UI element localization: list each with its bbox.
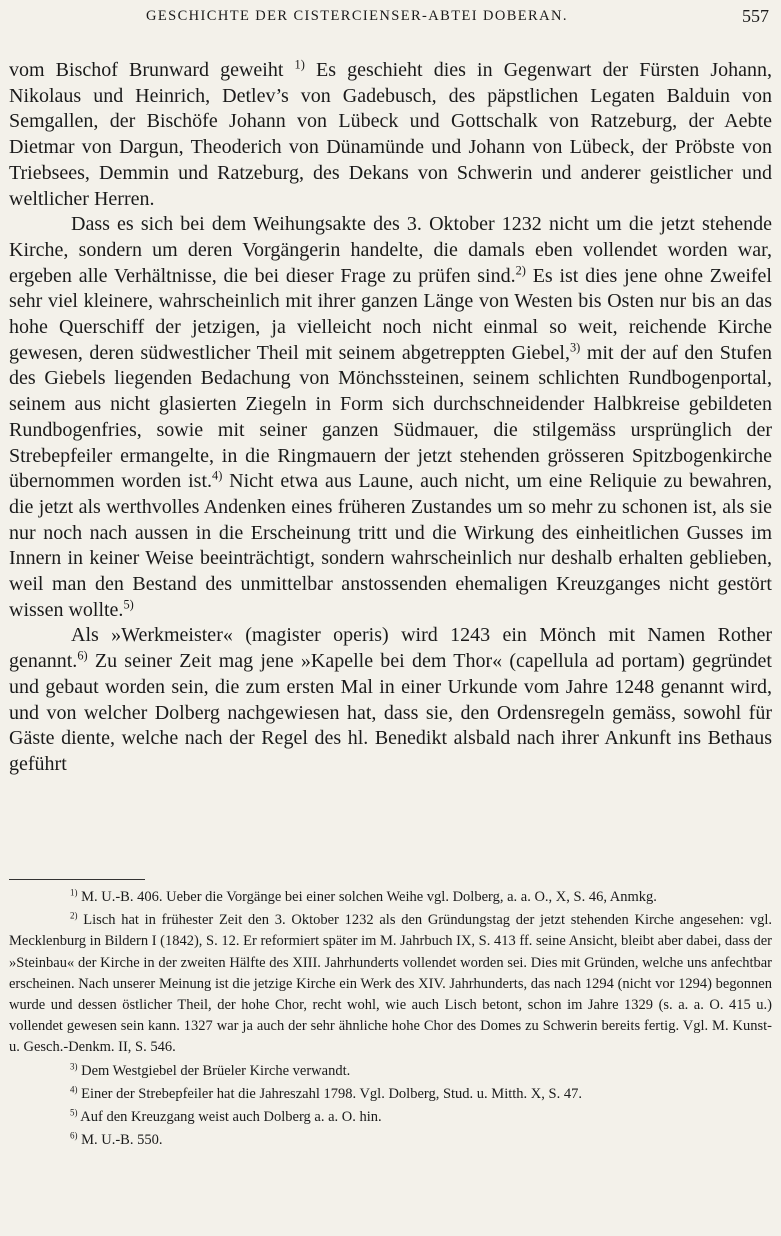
text-run: vom Bischof Brunward geweiht: [9, 59, 295, 81]
footnote: [9, 1130, 772, 1151]
main-text: [9, 58, 772, 778]
footnote-mark: 3): [70, 1061, 78, 1072]
footnote-mark: 2): [70, 910, 78, 921]
footnote-text: M. U.-B. 550.: [77, 1132, 163, 1149]
footnote: [9, 1107, 772, 1128]
text-run: Es geschieht dies in Gegenwart der Fürsten Johann, Nikolaus und Heinrich, Detlev’s von Gadebusch, des päpstlichen Legaten Balduin von Semgallen, der Bischöfe Johann von Lübeck und Gottschalk von Ratzeburg, der Aebte Dietmar von Dargun, Theoderich von Dünamünde und Johann von Lübeck, der Pröbste von Triebsees, Demmin und Ratzeburg, des Dekans von Schwerin und anderer geistlicher und weltlicher Herren.: [9, 59, 772, 210]
footnote-text: Lisch hat in frühester Zeit den 3. Oktober 1232 als den Gründungstag der jetzt stehenden Kirche angesehen: vgl. Mecklenburg in Bildern I (1842), S. 12. Er reformiert später im M. Jahrbuch IX, S. 413 ff. seine Ansicht, bleibt aber dabei, dass der »Steinbau« der Kirche in der zweiten Hälfte des XIII. Jahrhunderts vollendet worden sei. Dies mit Gründen, welche uns anfechtbar erscheinen. Nach unserer Meinung ist die jetzige Kirche ein Werk des XIV. Jahrhunderts, das nach 1294 (nicht vor 1294) begonnen wurde und dessen östlicher Theil, der hohe Chor, recht wohl, wie auch Lisch betont, schon im Jahre 1329 (s. a. a. O. 415 u.) vollendet gewesen sein kann. 1327 war ja auch der sehr ähnliche hohe Chor des Domes zu Schwerin bereits fertig. Vgl. M. Kunst- u. Gesch.-Denkm. II, S. 546.: [9, 912, 772, 1056]
text-run: Zu seiner Zeit mag jene »Kapelle bei dem Thor« (capellula ad portam) gegründet und gebaut worden sein, die zum ersten Mal in einer Urkunde vom Jahre 1248 genannt wird, und von welcher Dolberg nachgewiesen hat, dass sie, den Ordensregeln gemäss, sowohl für Gäste diente, welche nach der Regel des hl. Benedikt alsbald nach ihrer Ankunft ins Bethaus geführt: [9, 650, 772, 775]
footnote-ref: 4): [212, 468, 223, 483]
footnotes: [9, 887, 772, 1153]
footnote-ref: 6): [77, 648, 88, 663]
footnote-text: Einer der Strebepfeiler hat die Jahreszahl 1798. Vgl. Dolberg, Stud. u. Mitth. X, S. 47.: [77, 1085, 582, 1102]
footnote-ref: 2): [515, 263, 526, 278]
footnote-mark: 4): [70, 1084, 78, 1095]
footnote-mark: 1): [70, 887, 78, 898]
footnote-ref: 5): [123, 597, 134, 612]
paragraph-3: [9, 623, 772, 777]
paragraph-2: [9, 212, 772, 623]
footnote-ref: 1): [294, 57, 305, 72]
footnote-text: Auf den Kreuzgang weist auch Dolberg a. a. O. hin.: [77, 1109, 382, 1126]
text-run: Es ist dies jene ohne Zweifel sehr viel kleinere, wahrscheinlich mit ihrer ganzen Länge von Westen bis Osten nur bis an das hohe Querschiff der jetzigen, ja vielleicht noch nicht einmal so weit, reichende Kirche gewesen, deren südwestlicher Theil mit seinem abgetreppten Giebel,: [9, 264, 772, 364]
footnote: [9, 1061, 772, 1082]
text-run: mit der auf den Stufen des Giebels liegenden Bedachung von Mönchssteinen, seinem schlichten Rundbogenportal, seinem aus nicht glasierten Ziegeln in Form sich durchschneidender Halbkreise gebildeten Rundbogenfries, sowie mit seiner ganzen Südmauer, die stilgemäss ursprünglich der Strebepfeiler ermangelte, in die Ringmauern der jetzt stehenden grösseren Spitzbogenkirche übernommen worden ist.: [9, 341, 772, 493]
text-run: Als »Werkmeister« (magister operis) wird 1243 ein Mönch mit Namen Rother genannt.: [9, 624, 772, 673]
footnote-divider: [9, 879, 145, 880]
footnote-mark: 5): [70, 1107, 78, 1118]
footnote: [9, 1084, 772, 1105]
footnote-text: M. U.-B. 406. Ueber die Vorgänge bei einer solchen Weihe vgl. Dolberg, a. a. O., X, S. 46, Anmkg.: [77, 889, 657, 905]
text-run: Dass es sich bei dem Weihungsakte des 3. Oktober 1232 nicht um die jetzt stehende Kirche, sondern um deren Vorgängerin handelte, die damals eben vollendet worden war, ergeben alle Verhältnisse, die bei dieser Frage zu prüfen sind.: [9, 213, 772, 287]
footnote-ref: 3): [569, 340, 581, 355]
footnote: [9, 887, 772, 908]
footnote-mark: 6): [70, 1130, 78, 1141]
footnote-text: Dem Westgiebel der Brüeler Kirche verwandt.: [77, 1062, 351, 1079]
text-run: Nicht etwa aus Laune, auch nicht, um eine Reliquie zu bewahren, die jetzt als werthvolles Andenken eines früheren Zustandes um so mehr zu schonen ist, als sie nur noch nach aussen in die Erscheinung tritt und die Wirkung des einheitlichen Gusses im Innern in keiner Weise beeinträchtigt, sondern wahrscheinlich nur deshalb erhalten geblieben, weil man den Bestand des unmittelbar anstossenden ehemaligen Kreuzganges nicht gestört wissen wollte.: [9, 470, 772, 621]
page-number: 557: [742, 6, 769, 26]
page-header: [0, 8, 781, 30]
running-title: GESCHICHTE DER CISTERCIENSER-ABTEI DOBERAN.: [146, 8, 568, 24]
footnote: [9, 910, 772, 1058]
paragraph-1: [9, 58, 772, 212]
